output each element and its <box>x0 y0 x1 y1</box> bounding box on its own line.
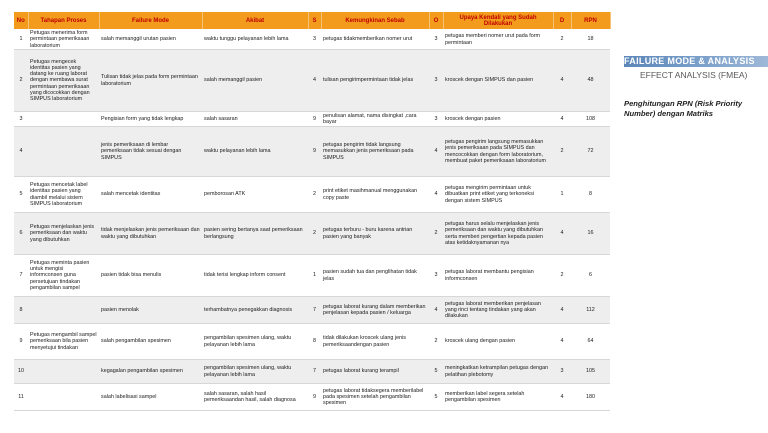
cell-no: 8 <box>14 297 28 324</box>
cell-akibat: waktu pelayanan lebih lama <box>202 127 308 177</box>
cell-s: 2 <box>308 213 321 255</box>
cell-no: 11 <box>14 384 28 411</box>
cell-failure: salah labelisasi sampel <box>99 384 202 411</box>
table-row <box>14 50 610 112</box>
table-row <box>14 112 610 127</box>
table-row <box>14 30 610 50</box>
cell-no: 4 <box>14 127 28 177</box>
cell-akibat: salah memanggil pasien <box>202 50 308 112</box>
cell-akibat: salah sasaran <box>202 112 308 127</box>
cell-s: 2 <box>308 177 321 213</box>
cell-rpn: 18 <box>571 30 610 50</box>
cell-s: 9 <box>308 384 321 411</box>
cell-sebab: penulisan alamat, nama disingkat ,cara bayar <box>321 112 429 127</box>
cell-o: 4 <box>429 297 443 324</box>
cell-s: 4 <box>308 50 321 112</box>
cell-akibat: pengambilan spesimen ulang, waktu pelayanan lebih lama <box>202 360 308 384</box>
cell-d: 4 <box>553 50 571 112</box>
cell-tahapan: Petugas menerima form permintaan pemeriksaan laboratorium <box>28 30 99 50</box>
cell-d: 2 <box>553 30 571 50</box>
header-o: O <box>429 12 443 30</box>
cell-tahapan <box>28 384 99 411</box>
cell-tahapan: Petugas menjelaskan jenis pemeriksaan dan waktu yang dibutuhkan <box>28 213 99 255</box>
cell-rpn: 180 <box>571 384 610 411</box>
cell-d: 4 <box>553 112 571 127</box>
table-row <box>14 324 610 360</box>
cell-failure: jenis pemeriksaan di lembar pemeriksaan tidak sesuai dengan SIMPUS <box>99 127 202 177</box>
cell-tahapan: Petugas mengecek identitas pasien yang datang ke ruang laborat dengan membawa surat permintaan pemeriksaan yang dicocokkan dengan SIMPUS laboratorium <box>28 50 99 112</box>
cell-upaya: petugas laborat membantu pengisian informconsen <box>443 255 553 297</box>
table-row <box>14 213 610 255</box>
cell-tahapan <box>28 127 99 177</box>
cell-rpn: 16 <box>571 213 610 255</box>
cell-s: 1 <box>308 255 321 297</box>
cell-tahapan: Petugas mengambil sampel pemeriksaan bila pasien menyetujui tindakan <box>28 324 99 360</box>
cell-tahapan: Petugas mencetak label identitas pasien yang diambil melalui sistem SIMPUS laboratorium <box>28 177 99 213</box>
cell-akibat: pengambilan spesimen ulang, waktu pelayanan lebih lama <box>202 324 308 360</box>
cell-rpn: 105 <box>571 360 610 384</box>
cell-upaya: kroscek ulang dengan pasien <box>443 324 553 360</box>
cell-o: 4 <box>429 127 443 177</box>
table-row <box>14 360 610 384</box>
cell-tahapan <box>28 297 99 324</box>
header-no: No <box>14 12 28 30</box>
cell-failure: pasien tidak bisa menulis <box>99 255 202 297</box>
side-title-line2: EFFECT ANALYSIS (FMEA) <box>640 70 748 80</box>
cell-o: 3 <box>429 112 443 127</box>
cell-s: 7 <box>308 297 321 324</box>
cell-s: 3 <box>308 30 321 50</box>
cell-akibat: pemborosan ATK <box>202 177 308 213</box>
cell-no: 1 <box>14 30 28 50</box>
cell-upaya: meningkatkan ketrampilan petugas dengan pelatihan plebotomy <box>443 360 553 384</box>
cell-rpn: 112 <box>571 297 610 324</box>
table-row <box>14 127 610 177</box>
cell-sebab: petugas laborat tidaksegera memberilabel pada spesimen setelah pengambilan spesimen <box>321 384 429 411</box>
cell-no: 6 <box>14 213 28 255</box>
fmea-table <box>14 12 611 411</box>
cell-o: 2 <box>429 213 443 255</box>
cell-o: 3 <box>429 50 443 112</box>
cell-rpn: 64 <box>571 324 610 360</box>
cell-o: 3 <box>429 255 443 297</box>
cell-s: 9 <box>308 127 321 177</box>
cell-tahapan <box>28 112 99 127</box>
cell-s: 7 <box>308 360 321 384</box>
header-kemungkinan-sebab: Kemungkinan Sebab <box>321 12 429 30</box>
header-akibat: Akibat <box>202 12 308 30</box>
cell-no: 7 <box>14 255 28 297</box>
cell-o: 4 <box>429 177 443 213</box>
cell-d: 4 <box>553 384 571 411</box>
cell-sebab: pasien sudah tua dan penglihatan tidak jelas <box>321 255 429 297</box>
side-subtitle: Penghitungan RPN (Risk Priority Number) dengan Matriks <box>624 99 743 118</box>
cell-o: 2 <box>429 324 443 360</box>
cell-sebab: petugas tidakmemberikan nomer urut <box>321 30 429 50</box>
header-d: D <box>553 12 571 30</box>
cell-failure: kegagalan pengambilan spesimen <box>99 360 202 384</box>
cell-rpn: 48 <box>571 50 610 112</box>
cell-s: 8 <box>308 324 321 360</box>
side-panel <box>624 56 768 118</box>
side-title-line1: FAILURE MODE & ANALYSIS <box>624 56 755 66</box>
cell-upaya: kroscek dengan pasien <box>443 112 553 127</box>
cell-no: 3 <box>14 112 28 127</box>
cell-no: 9 <box>14 324 28 360</box>
cell-sebab: tidak dilakukan kroscek ulang jenis pemeriksaandengan pasien <box>321 324 429 360</box>
cell-d: 4 <box>553 297 571 324</box>
cell-d: 4 <box>553 213 571 255</box>
cell-rpn: 8 <box>571 177 610 213</box>
cell-sebab: print etiket masihmanual menggunakan copy paste <box>321 177 429 213</box>
header-row <box>14 12 610 30</box>
cell-upaya: petugas pengirim langsung memasukkan jenis pemeriksaan pada SIMPUS dan mencocokkan dengan form laboratorium, membuat paket pemeriksaan laboratorium <box>443 127 553 177</box>
side-title <box>624 56 768 83</box>
table-row <box>14 384 610 411</box>
cell-akibat: tidak terisi lengkap inform consent <box>202 255 308 297</box>
cell-failure: salah mencetak identitas <box>99 177 202 213</box>
table-row <box>14 255 610 297</box>
cell-failure: salah memanggil urutan pasien <box>99 30 202 50</box>
header-upaya-kendali: Upaya Kendali yang Sudah Dilakukan <box>443 12 553 30</box>
cell-o: 5 <box>429 384 443 411</box>
cell-failure: Pengisian form yang tidak lengkap <box>99 112 202 127</box>
cell-sebab: petugas pengirim tidak langsung memasukkan jenis pemeriksaan pada SIMPUS <box>321 127 429 177</box>
header-s: S <box>308 12 321 30</box>
header-rpn: RPN <box>571 12 610 30</box>
table-row <box>14 177 610 213</box>
cell-upaya: petugas mengirim permintaan untuk dibuatkan print etiket yang terkoneksi dengan sistem SIMPUS <box>443 177 553 213</box>
cell-upaya: petugas memberi nomer urut pada form permintaan <box>443 30 553 50</box>
cell-failure: Tulisan tidak jelas pada form permintaan laboratorium <box>99 50 202 112</box>
cell-akibat: terhambatnya penegakkan diagnosis <box>202 297 308 324</box>
cell-failure: salah pengambilan spesimen <box>99 324 202 360</box>
cell-akibat: waktu tunggu pelayanan lebih lama <box>202 30 308 50</box>
cell-d: 4 <box>553 324 571 360</box>
cell-rpn: 72 <box>571 127 610 177</box>
cell-s: 9 <box>308 112 321 127</box>
cell-d: 2 <box>553 127 571 177</box>
cell-d: 2 <box>553 255 571 297</box>
cell-akibat: salah sasaran, salah hasil pemeriksaandan hasil, salah diagnosa <box>202 384 308 411</box>
cell-failure: pasien menolak <box>99 297 202 324</box>
cell-d: 1 <box>553 177 571 213</box>
cell-akibat: pasien sering bertanya saat pemeriksaan berlangsung <box>202 213 308 255</box>
cell-no: 2 <box>14 50 28 112</box>
header-tahapan-proses: Tahapan Proses <box>28 12 99 30</box>
cell-d: 3 <box>553 360 571 384</box>
cell-sebab: petugas laborat kurang terampil <box>321 360 429 384</box>
cell-upaya: kroscek dengan SIMPUS dan pasien <box>443 50 553 112</box>
cell-upaya: petugas harus selalu menjelaskan jenis pemeriksaan dan waktu yang dibutuhkan serta memberi pengertian kepada pasien atas ketidaknyamanan nya <box>443 213 553 255</box>
table-row <box>14 297 610 324</box>
cell-upaya: memberikan label segera setelah pengambilan spesimen <box>443 384 553 411</box>
cell-tahapan <box>28 360 99 384</box>
cell-sebab: petugas terburu - buru karena antrian pasien yang banyak <box>321 213 429 255</box>
cell-rpn: 6 <box>571 255 610 297</box>
cell-failure: tidak menjelaskan jenis pemeriksaan dan waktu yang dibutuhkan <box>99 213 202 255</box>
cell-sebab: petugas laborat kurang dalam memberikan penjelasan kepada pasien / keluarga <box>321 297 429 324</box>
cell-no: 10 <box>14 360 28 384</box>
cell-o: 3 <box>429 30 443 50</box>
cell-rpn: 108 <box>571 112 610 127</box>
cell-o: 5 <box>429 360 443 384</box>
header-failure-mode: Failure Mode <box>99 12 202 30</box>
cell-upaya: petugas laborat memberikan penjelasan yang rinci tentang tindakan yang akan dilakukan <box>443 297 553 324</box>
cell-sebab: tulisan pengirimpermintaan tidak jelas <box>321 50 429 112</box>
cell-no: 5 <box>14 177 28 213</box>
cell-tahapan: Petugas meminta pasien untuk mengisi informconsen guna persetujuan tindakan pengambilan sampel <box>28 255 99 297</box>
